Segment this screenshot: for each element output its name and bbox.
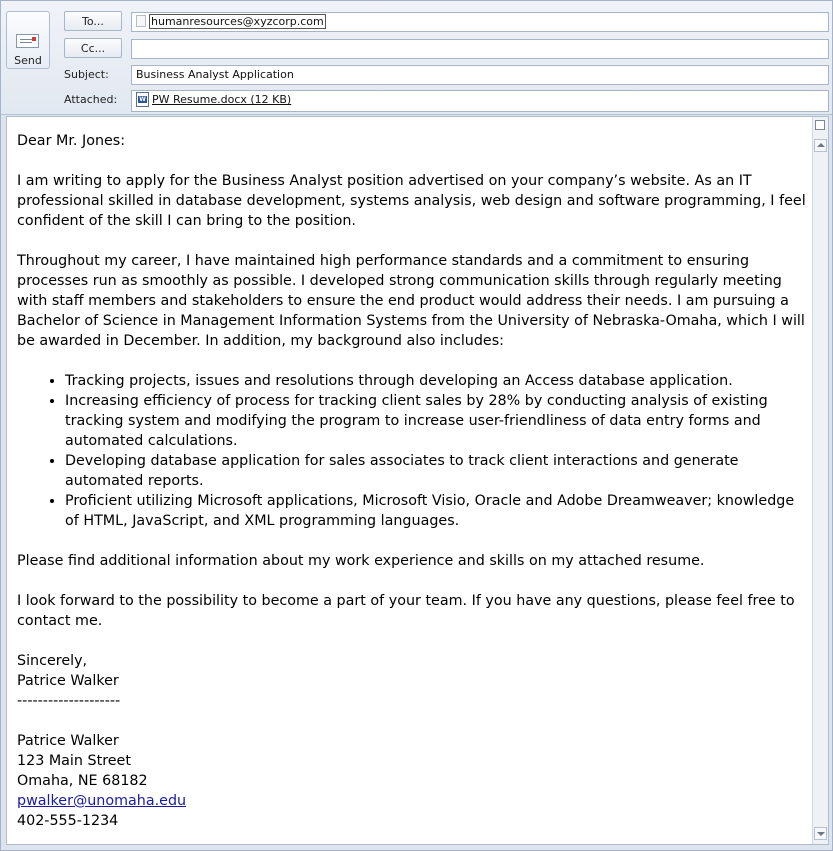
subject-label: Subject:: [64, 68, 109, 81]
paragraph-intro: I am writing to apply for the Business Analyst position advertised on your company’s website. As an IT professional skilled in database development, systems analysis, web design and software programming, I feel confident of the skill I can bring to the position.: [17, 173, 806, 229]
envelope-icon: [16, 34, 39, 48]
signature-email-link[interactable]: pwalker@unomaha.edu: [17, 793, 187, 809]
closing-name: Patrice Walker: [17, 673, 119, 689]
to-button[interactable]: To...: [64, 11, 122, 31]
attachment-field: [131, 90, 829, 112]
signature-separator: --------------------: [17, 693, 121, 709]
vertical-scrollbar[interactable]: [812, 117, 828, 844]
paragraph-career: Throughout my career, I have maintained high performance standards and a commitment to ensuring processes run as smoothly as possible. I developed strong communication skills through regularly meeting with staff members and stakeholders to ensure the end product would address their needs. I am pursuing a Bachelor of Science in Management Information Systems from the University of Nebraska-Omaha, which I will be awarded in December. In addition, my background also includes:: [17, 253, 805, 349]
greeting: Dear Mr. Jones:: [17, 133, 126, 149]
list-item: • Tracking projects, issues and resolutions through developing an Access database application.: [65, 371, 807, 391]
attached-label: Attached:: [64, 93, 118, 106]
sign-off: [17, 651, 807, 711]
contact-icon: [136, 15, 146, 27]
list-item: • Increasing efficiency of process for tracking client sales by 28% by conducting analysis of existing tracking system and modifying the program to increase user-friendliness of data entry forms and automated calculations.: [65, 391, 807, 451]
signature-block: [17, 731, 807, 831]
paragraph-closing: I look forward to the possibility to become a part of your team. If you have any questions, please feel free to contact me.: [17, 593, 795, 629]
signature-street: 123 Main Street: [17, 753, 131, 769]
scroll-up-arrow-icon[interactable]: [814, 139, 827, 152]
paragraph-resume: Please find additional information about my work experience and skills on my attached resume.: [17, 553, 705, 569]
message-body[interactable]: [6, 116, 829, 845]
to-field[interactable]: [131, 12, 829, 32]
background-list: [17, 371, 807, 531]
cc-field[interactable]: [131, 39, 829, 59]
cc-button[interactable]: Cc...: [64, 38, 122, 58]
signature-city: Omaha, NE 68182: [17, 773, 148, 789]
closing: Sincerely,: [17, 653, 88, 669]
send-button[interactable]: [6, 11, 50, 69]
subject-field[interactable]: Business Analyst Application: [131, 65, 829, 85]
list-item: • Developing database application for sales associates to track client interactions and generate automated reports.: [65, 451, 807, 491]
to-recipient[interactable]: humanresources@xyzcorp.com: [151, 15, 324, 28]
attachment-link[interactable]: PW Resume.docx (12 KB): [152, 93, 292, 106]
send-label: Send: [14, 54, 42, 67]
list-item: • Proficient utilizing Microsoft applications, Microsoft Visio, Oracle and Adobe Dreamweaver; knowledge of HTML, JavaScript, and XML programming languages.: [65, 491, 807, 531]
word-document-icon: W: [136, 92, 149, 107]
ruler-toggle-icon[interactable]: [815, 120, 825, 130]
scroll-down-arrow-icon[interactable]: [814, 827, 827, 840]
message-content[interactable]: [17, 131, 807, 851]
signature-phone: 402-555-1234: [17, 813, 119, 829]
message-header: [1, 1, 832, 115]
signature-name: Patrice Walker: [17, 733, 119, 749]
